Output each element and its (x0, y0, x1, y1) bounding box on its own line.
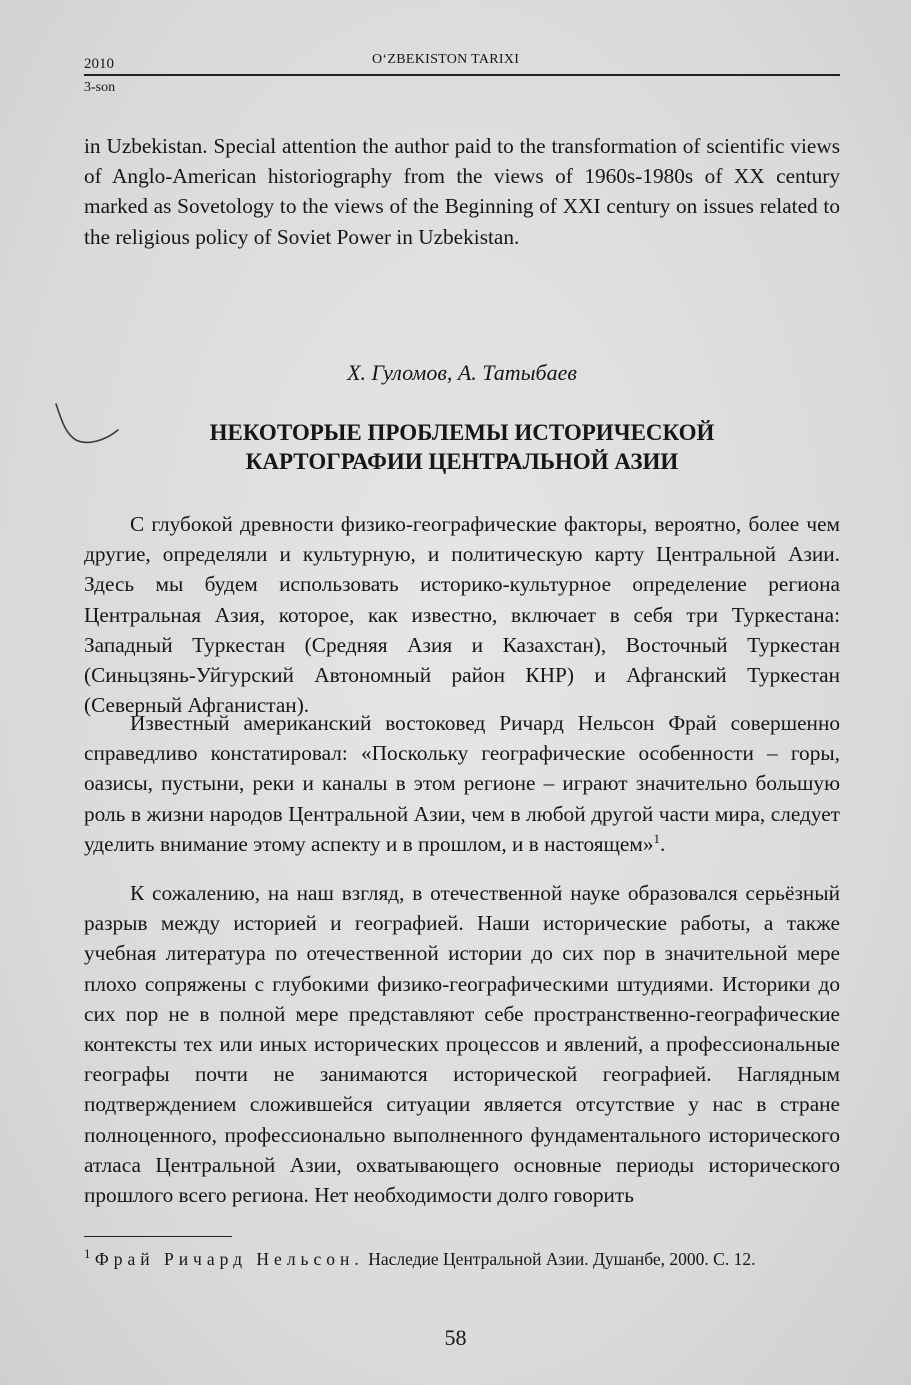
header-issue: 3-son (84, 80, 116, 95)
article-title-line-2: КАРТОГРАФИИ ЦЕНТРАЛЬНОЙ АЗИИ (245, 449, 679, 474)
footnote-author: Фрай Ричард Нельсон. (94, 1249, 364, 1269)
running-header (84, 50, 840, 76)
footnote (84, 1247, 840, 1271)
footnote-marker: 1 (84, 1246, 91, 1262)
abstract-tail: in Uzbekistan. Special attention the author paid to the transformation of scientific views of Anglo-American historiography from the views of 1960s-1980s of XX century marked as Sovetology to the views of the Beginning of XXI century on issues related to the religious policy of Soviet Power in Uzbekistan. (84, 134, 840, 249)
footnote-reference: 1 (653, 830, 660, 846)
header-journal-title: O‘ZBEKISTON TARIXI (372, 52, 520, 67)
footnote-text: Наследие Центральной Азии. Душанбе, 2000. С. 12. (363, 1249, 756, 1269)
header-year: 2010 (84, 56, 114, 72)
paragraph-2-end: . (659, 831, 666, 856)
article-authors: Х. Гуломов, А. Татыбаев (347, 360, 577, 385)
header-rule (84, 74, 840, 76)
paragraph-2-text: Известный американский востоковед Ричард Нельсон Фрай совершенно справедливо констатировал: «Поскольку географические особенности – горы, оазисы, пустыни, реки и каналы в этом регионе – играют значительно большую роль в жизни народов Центральной Азии, чем в любой другой части мира, следует уделить внимание этому аспекту и в прошлом, и в настоящем» (84, 711, 840, 856)
article-title-line-1: НЕКОТОРЫЕ ПРОБЛЕМЫ ИСТОРИЧЕСКОЙ (209, 420, 715, 445)
page-number: 58 (444, 1325, 467, 1350)
footnote-rule (84, 1236, 232, 1237)
article-title (84, 418, 840, 476)
paragraph-3: К сожалению, на наш взгляд, в отечественной науке образовался серьёзный разрыв между историей и географией. Наши исторические работы, а также учебная литература по отечественной истории до сих пор в значительной мере плохо сопряжены с глубокими физико-географическими штудиями. Историки до сих пор не в полной мере представляют себе пространственно-географические контексты тех или иных исторических процессов и явлений, а профессиональные географы почти не занимаются исторической географией. Наглядным подтверждением сложившейся ситуации является отсутствие у нас в стране полноценного, профессионально выполненного фундаментального исторического атласа Центральной Азии, охватывающего основные периоды исторического прошлого всего региона. Нет необходимости долго говорить (84, 881, 840, 1208)
paragraph-1: С глубокой древности физико-географические факторы, вероятно, более чем другие, определяли и культурную, и политическую карту Центральной Азии. Здесь мы будем использовать историко-культурное определение региона Центральная Азия, которое, как известно, включает в себя три Туркестана: Западный Туркестан (Средняя Азия и Казахстан), Восточный Туркестан (Синьцзянь-Уйгурский Автономный район КНР) и Афганский Туркестан (Северный Афганистан). (84, 512, 840, 718)
paragraph-2 (84, 708, 840, 859)
